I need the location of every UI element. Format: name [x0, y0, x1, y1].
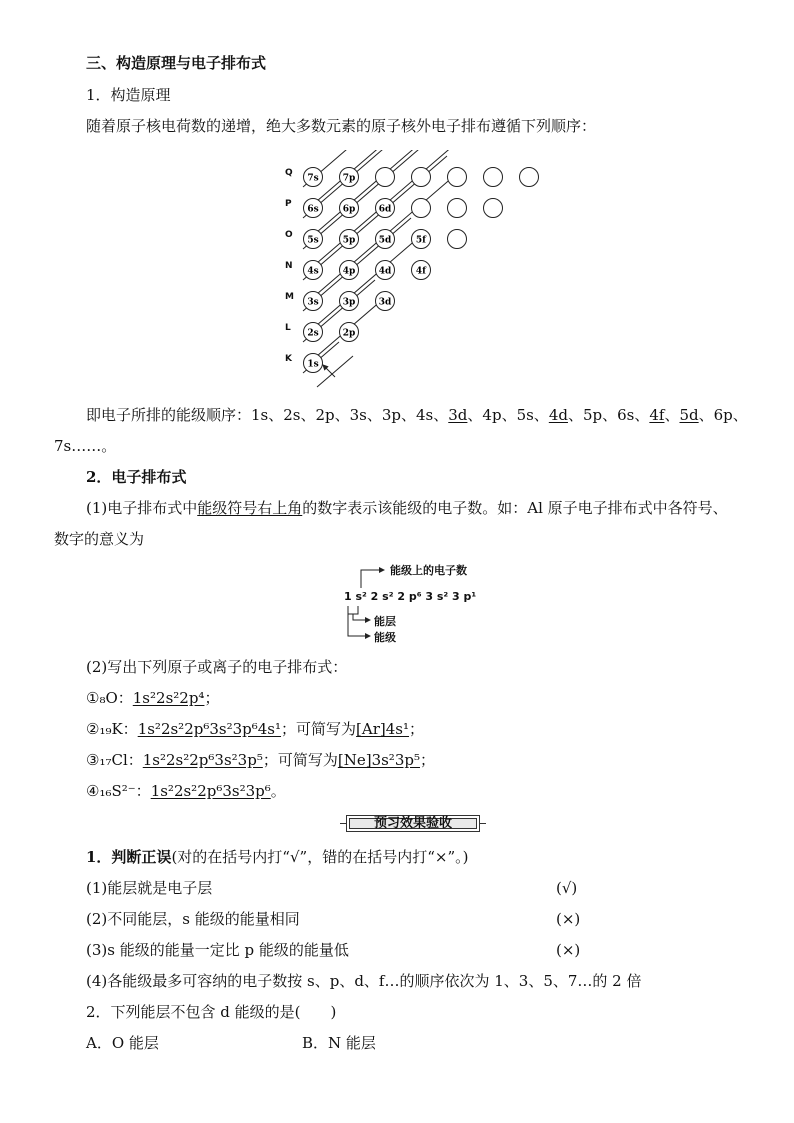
- shell-label: Q: [285, 168, 293, 178]
- quiz-item-answer: (×): [556, 941, 581, 959]
- orbital-label: 4p: [342, 266, 356, 277]
- orbital-label: 7s: [307, 173, 319, 184]
- example-sulfide: ④₁₆S²⁻：1s²2s²2p⁶3s²3p⁶。: [86, 782, 286, 800]
- subheading-electron-config: 2．电子排布式: [86, 468, 187, 486]
- section-title: 三、构造原理与电子排布式: [86, 54, 267, 72]
- empty-orbital: [412, 199, 431, 218]
- empty-orbital: [484, 168, 503, 187]
- diagonal-guide: [317, 232, 425, 325]
- label-shell: 能层: [374, 615, 396, 628]
- orbital-label: 6s: [307, 204, 319, 215]
- quiz-item-answer: (√): [556, 879, 578, 897]
- shell-label: O: [285, 230, 293, 240]
- aufbau-diagram: [278, 150, 548, 390]
- orbital-label: 4d: [378, 266, 392, 277]
- shell-label: K: [285, 354, 292, 364]
- quiz-question-2: 2．下列能层不包含 d 能级的是( ): [86, 1003, 337, 1021]
- order-line-2: 7s……。: [54, 437, 117, 455]
- empty-orbital: [448, 199, 467, 218]
- shell-label: N: [285, 261, 293, 271]
- order-line-1: 即电子所排的能级顺序：1s、2s、2p、3s、3p、4s、3d、4p、5s、4d、5p、6s、4f、5d、6p、: [86, 406, 748, 424]
- empty-orbital: [412, 168, 431, 187]
- orbital-label: 5s: [307, 235, 319, 246]
- orbital-label: 5d: [378, 235, 392, 246]
- config-example-diagram: [340, 558, 500, 648]
- write-configs-prompt: (2)写出下列原子或离子的电子排布式：: [86, 658, 348, 676]
- orbital-label: 1s: [307, 359, 319, 370]
- orbital-label: 6p: [342, 204, 356, 215]
- start-arrow: [323, 365, 335, 377]
- orbital-label: 7p: [342, 173, 356, 184]
- quiz-item-text: (1)能层就是电子层: [86, 879, 213, 897]
- quiz-item-4: (4)各能级最多可容纳的电子数按 s、p、d、f…的顺序依次为 1、3、5、7…的 2 倍: [86, 972, 642, 990]
- orbital-label: 2s: [307, 328, 319, 339]
- shell-label: L: [285, 323, 291, 333]
- orbital-label: 3p: [342, 297, 356, 308]
- subheading-construction-principle: 1．构造原理: [86, 86, 171, 104]
- empty-orbital: [376, 168, 395, 187]
- orbital-label: 5p: [342, 235, 356, 246]
- empty-orbital: [448, 168, 467, 187]
- orbital-label: 4s: [307, 266, 319, 277]
- orbital-label: 2p: [342, 328, 356, 339]
- config-formula: 1 s² 2 s² 2 p⁶ 3 s² 3 p¹: [344, 590, 477, 603]
- badge-rule-right: [480, 823, 486, 824]
- orbital-label: 4f: [415, 266, 427, 277]
- config-explanation-1: (1)电子排布式中能级符号右上角的数字表示该能级的电子数。如：Al 原子电子排布式中各符号、: [86, 499, 728, 517]
- orbital-label: 3d: [378, 297, 392, 308]
- quiz-question-1: 1．判断正误(对的在括号内打“√”，错的在括号内打“×”。): [86, 848, 469, 866]
- orbital-label: 6d: [378, 204, 392, 215]
- orbital-label: 5f: [415, 235, 427, 246]
- shell-label: P: [285, 199, 292, 209]
- example-chlorine: ③₁₇Cl：1s²2s²2p⁶3s²3p⁵；可简写为[Ne]3s²3p⁵；: [86, 751, 435, 769]
- option-a[interactable]: A．O 能层: [86, 1034, 159, 1052]
- config-explanation-2: 数字的意义为: [54, 530, 145, 548]
- preview-check-badge: 预习效果验收: [346, 815, 480, 832]
- quiz-item-text: (3)s 能级的能量一定比 p 能级的能量低: [86, 941, 349, 959]
- empty-orbital: [484, 199, 503, 218]
- empty-orbital: [520, 168, 539, 187]
- empty-orbital: [448, 230, 467, 249]
- example-potassium: ②₁₉K：1s²2s²2p⁶3s²3p⁶4s¹；可简写为[Ar]4s¹；: [86, 720, 425, 738]
- example-oxygen: ①₈O：1s²2s²2p⁴；: [86, 689, 220, 707]
- quiz-item-answer: (×): [556, 910, 581, 928]
- quiz-item-text: (2)不同能层，s 能级的能量相同: [86, 910, 300, 928]
- label-electron-count: 能级上的电子数: [390, 564, 467, 577]
- option-b[interactable]: B．N 能层: [302, 1034, 376, 1052]
- orbital-label: 3s: [307, 297, 319, 308]
- intro-text: 随着原子核电荷数的递增，绝大多数元素的原子核外电子排布遵循下列顺序：: [86, 117, 597, 135]
- shell-label: M: [285, 292, 294, 302]
- label-sublevel: 能级: [374, 631, 396, 644]
